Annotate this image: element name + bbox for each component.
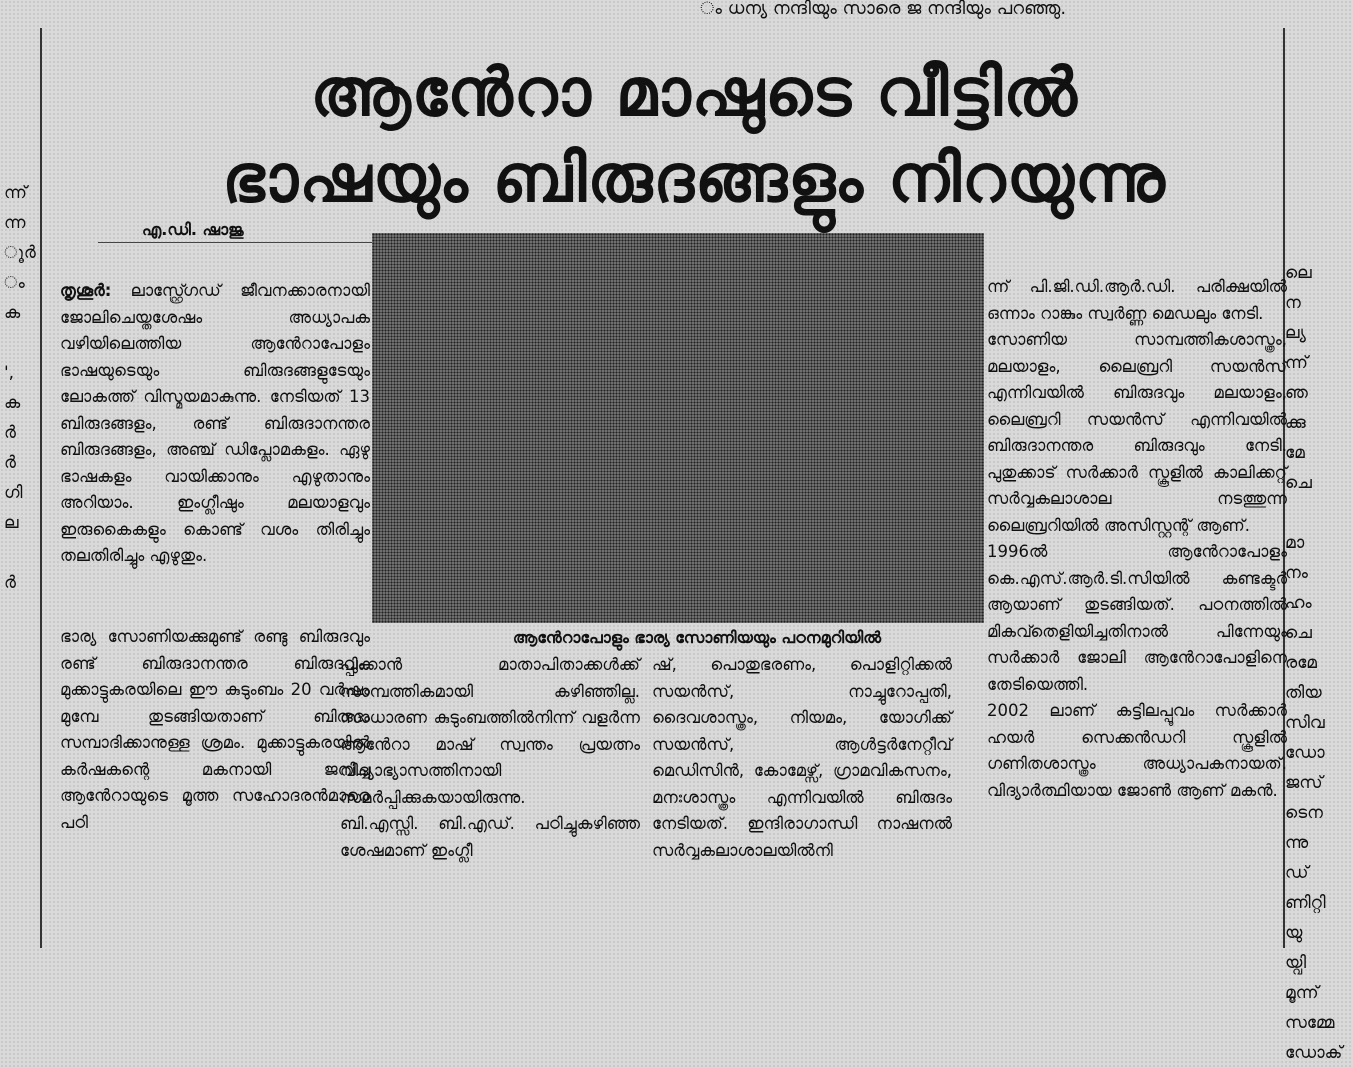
column-3 <box>652 652 952 864</box>
headline <box>94 50 1294 222</box>
column-4-paragraph-2: സോണിയ സാമ്പത്തികശാസ്ത്രം, മലയാളം, ലൈബ്രറി സയൻസ് എന്നിവയിൽ ബിരുദവും മലയാളം, ലൈബ്രറി സയൻസ് എന്നിവയിൽ ബിരുദാനന്തര ബിരുദവും നേടി. പുതുക്കാട് സർക്കാർ സ്കൂളിൽ കാലിക്കറ്റ് സർവ്വകലാശാല നടത്തുന്ന ലൈബ്രറിയിൽ അസിസ്റ്റന്റ് ആണ്. <box>987 330 1287 535</box>
column-4-paragraph-1: ന്ന് പി.ജി.ഡി.ആർ.ഡി. പരിക്ഷയിൽ ഒന്നാം റാങ്കും സ്വർണ്ണ മെഡലും നേടി. <box>987 277 1287 323</box>
column-1-paragraph-1: ലാസ്റ്റ്ഗ്രേഡ് ജീവനക്കാരനായി ജോലിചെയ്തശേഷം അധ്യാപക വഴിയിലെത്തിയ ആൻേറാപോളം ഭാഷയുടെയും ബിരുദങ്ങളുടേയും ലോകത്ത് വിസ്മയമാകുന്നു. നേടിയത് 13 ബിരുദങ്ങളം, രണ്ട് ബിരുദാനന്തര ബിരുദങ്ങളം, അഞ്ച് ഡിപ്ലോമകളം. ഏഴു ഭാഷകളം വായിക്കാനും എഴുതാനും അറിയാം. ഇംഗ്ലീഷും മലയാളവും ഇരുകൈകളും കൊണ്ട് വശം തിരിച്ചും തലതിരിച്ചും എഴുതും. <box>60 281 371 565</box>
column-1-top <box>60 278 370 570</box>
column-2 <box>340 652 640 864</box>
column-4-paragraph-4: 2002 ലാണ് കട്ടിലപ്പൂവം സർക്കാർ ഹയർ സെക്കൻഡറി സ്കൂളിൽ ഗണിതശാസ്ത്രം അധ്യാപകനായത്. വിദ്യാർത്ഥിയായ ജോൺ ആണ് മകൻ. <box>987 701 1287 800</box>
column-1-bottom <box>60 624 370 836</box>
left-edge-fragments: ന്ന് ന്ന ൂർ ം ക ', ക ർ ർ ഗി ല ർ <box>4 183 36 593</box>
column-4 <box>987 274 1287 804</box>
column-2-paragraph-1: പ്പിക്കാൻ മാതാപിതാക്കൾക്ക് സാമ്പത്തികമായി കഴിഞ്ഞില്ല. സാധാരണ കുടുംബത്തിൽനിന്ന് വളർന്ന ആൻേറാ മാഷ് സ്വന്തം പ്രയത്നം വിദ്യാഭ്യാസത്തിനായി സമർപ്പിക്കുകയായിരുന്നു. <box>340 655 640 807</box>
photo-caption: ആൻേറാപോളും ഭാര്യ സോണിയയും പഠനമുറിയിൽ <box>512 628 882 647</box>
top-strip: ം ധന്യ നന്ദിയും സാരെ ജ നന്ദിയും പറഞ്ഞു. <box>700 0 1067 19</box>
dateline: തൃശൂർ: <box>60 281 112 300</box>
column-1-paragraph-2: ഭാര്യ സോണിയക്കുമുണ്ട് രണ്ടു ബിരുദവും രണ്ട് ബിരുദാനന്തര ബിരുദവും. മുക്കാട്ടുകരയിലെ ഈ കുടുംബം 20 വർഷം മുമ്പേ തുടങ്ങിയതാണ് ബിരുദം സമ്പാദിക്കാനുള്ള ശ്രമം. മുക്കാട്ടുകരയിൽ കർഷകന്റെ മകനായി ജനിച്ച ആൻേറായുടെ മൂത്ത സഹോദരൻമാരെ പഠി <box>60 627 370 832</box>
column-2-paragraph-2: ബി.എസ്സി. ബി.എഡ്. പഠിച്ചുകഴിഞ്ഞ ശേഷമാണ് ഇംഗ്ലീ <box>340 814 640 860</box>
news-article <box>4 28 1343 1063</box>
right-edge-fragments: ലെ ന ല്യ ന്ന് ഞ ക്കു മേ ചെ മാ നം ഹം ചെ രമേ തിയ സിവ ഡോ ജസ് ടെന ന്നു ഡ് ണിറ്റി യു യ്വി മൂന്ന് സമ്മേ ഡോക് <box>1285 263 1343 1063</box>
headline-line-2: ഭാഷയും ബിരുദങ്ങളും നിറയുന്നു <box>222 140 1166 217</box>
column-3-paragraph-1: ഷ്, പൊതുഭരണം, പൊളിറ്റിക്കൽ സയൻസ്, നാച്ചുറോപ്പതി, ദൈവശാസ്ത്രം, നിയമം, യോഗിക്ക് സയൻസ്, ആൾട്ടർനേറ്റീവ് മെഡിസിൻ, കോമേഴ്സ്, ഗ്രാമവികസനം, മനഃശാസ്ത്രം എന്നിവയിൽ ബിരുദം നേടിയത്. ഇന്ദിരാഗാന്ധി നാഷനൽ സർവ്വകലാശാലയിൽനി <box>652 655 952 860</box>
headline-line-1: ആൻേറാ മാഷുടെ വീട്ടിൽ <box>310 54 1078 131</box>
byline-rule <box>98 242 398 243</box>
article-photo <box>372 233 984 623</box>
column-4-paragraph-3: 1996ൽ ആൻേറാപോളം കെ.എസ്.ആർ.ടി.സിയിൽ കണ്ടക്ടർ ആയാണ് തുടങ്ങിയത്. പഠനത്തിൽ മികവ്തെളിയിച്ചതിനാൽ പിന്നേയും സർക്കാർ ജോലി ആൻേറാപോളിനെ തേടിയെത്തി. <box>987 542 1287 694</box>
byline: എ.ഡി. ഷാജു <box>142 220 244 239</box>
